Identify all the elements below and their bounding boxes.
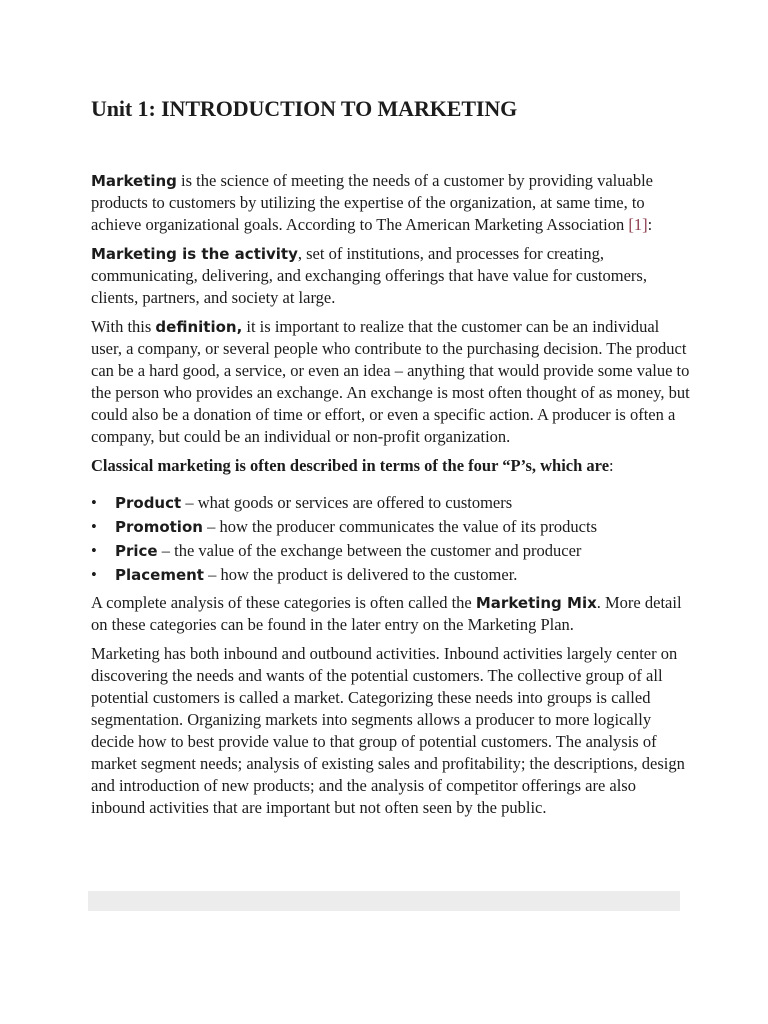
term-marketing-activity: Marketing is the activity xyxy=(91,245,298,264)
list-item-product xyxy=(91,491,691,515)
four-ps-list xyxy=(91,491,691,587)
paragraph-text: . More detail on these categories can be found in the later entry on the Marketing Plan. xyxy=(91,593,682,635)
bullet-icon: • xyxy=(91,517,97,537)
paragraph-text: , set of institutions, and processes for creating, communicating, delivering, and exchanging offerings that have value for customers, clients, partners, and society at large. xyxy=(91,244,647,308)
term-definition: definition, xyxy=(155,318,243,337)
reference-link[interactable]: [1] xyxy=(628,215,648,235)
list-item-text: – how the producer communicates the value of its products xyxy=(202,517,597,537)
list-item-text: – what goods or services are offered to customers xyxy=(181,493,513,513)
page-title: Unit 1: INTRODUCTION TO MARKETING xyxy=(91,96,518,121)
paragraph-marketing-definition xyxy=(91,170,691,236)
term-price: Price xyxy=(115,542,158,561)
document-page xyxy=(91,96,691,826)
four-ps-intro-text: Classical marketing is often described in terms of the four “P’s, which are xyxy=(91,456,610,476)
paragraph-text: With this xyxy=(91,317,156,337)
paragraph-inbound-outbound xyxy=(91,643,691,819)
list-item-text: – the value of the exchange between the customer and producer xyxy=(157,541,582,561)
bullet-icon: • xyxy=(91,493,97,513)
term-marketing-mix: Marketing Mix xyxy=(475,594,597,613)
paragraph-marketing-mix xyxy=(91,592,691,636)
term-promotion: Promotion xyxy=(115,518,203,537)
paragraph-definition-explanation xyxy=(91,316,691,448)
paragraph-text: Marketing has both inbound and outbound activities. Inbound activities largely center on discovering the needs and wants of the potential customers. The collective group of all potential customers is called a market. Categorizing these needs into groups is called segmentation. Organizing markets into segments allows a producer to more logically decide how to best provide value to that group of potential customers. The analysis of market segment needs; analysis of existing sales and profitability; the descriptions, design and introduction of new products; and the analysis of competitor offerings are also inbound activities that are important but not often seen by the public. xyxy=(91,644,685,818)
paragraph-text: is the science of meeting the needs of a customer by providing valuable products to customers by utilizing the expertise of the organization, at same time, to achieve organizational goals. According to The American Marketing Association xyxy=(91,171,653,235)
term-marketing: Marketing xyxy=(91,172,177,191)
list-item-text: – how the product is delivered to the customer. xyxy=(203,565,518,585)
list-item-promotion xyxy=(91,515,691,539)
list-item-placement xyxy=(91,563,691,587)
paragraph-text: A complete analysis of these categories is often called the xyxy=(91,593,476,613)
punctuation: : xyxy=(647,215,653,235)
paragraph-ama-definition xyxy=(91,243,691,309)
term-product: Product xyxy=(115,494,182,513)
list-item-price xyxy=(91,539,691,563)
term-placement: Placement xyxy=(115,566,204,585)
punctuation: : xyxy=(609,456,614,476)
bullet-icon: • xyxy=(91,541,97,561)
paragraph-text: it is important to realize that the customer can be an individual user, a company, or several people who contribute to the purchasing decision. The product can be a hard good, a service, or even an idea – anything that would provide some value to the person who provides an exchange. An exchange is most often thought of as money, but could also be a donation of time or effort, or even a specific action. A producer is often a company, but could be an individual or non-profit organization. xyxy=(91,317,690,447)
gray-divider-bar xyxy=(88,891,680,911)
bullet-icon: • xyxy=(91,565,97,585)
four-ps-intro xyxy=(91,455,691,477)
